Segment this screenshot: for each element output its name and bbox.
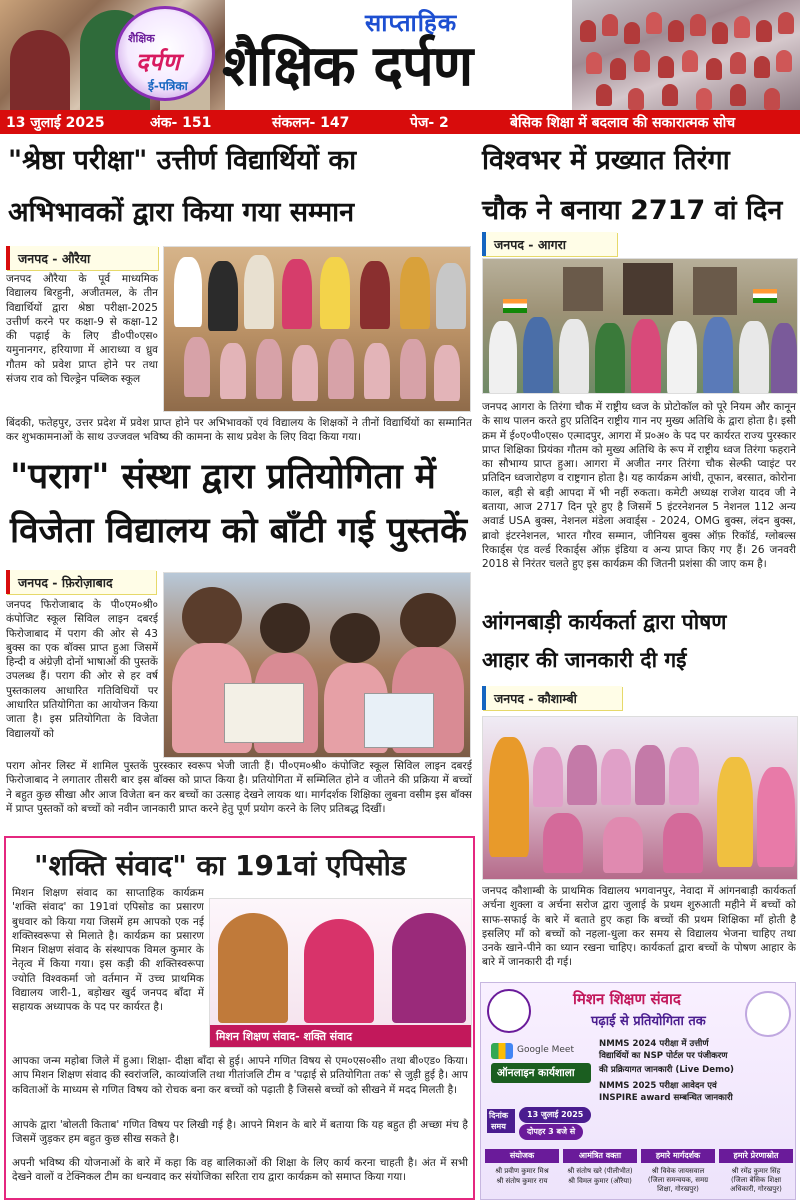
tagline: बेसिक शिक्षा में बदलाव की सकारात्मक सोच [510, 115, 736, 131]
role-guide: हमारे मार्गदर्शक [641, 1149, 715, 1163]
date-value: 13 जुलाई 2025 [519, 1107, 591, 1123]
poster-bullet-5: INSPIRE award सम्बन्धित जानकारी [599, 1093, 733, 1103]
kaushambi-headline-line1: आंगनबाड़ी कार्यकर्ता द्वारा पोषण [482, 610, 727, 634]
parag-body-full: पराग ओनर लिस्ट में शामिल पुस्तकें पुरस्कार स्वरूप भेजी जाती हैं। पी०एम०श्री० कंपोजिट स्कूल सिविल लाइन दबरई फिरोजाबाद ने लगातार तीसरी बार इस बॉक्स को प्राप्त किया है। प्रतियोगिता में सम्मिलित होने व जीतने की प्रक्रिया में बच्चों ने बहुत कुछ सीखा और आज विजेता बन कर बच्चों का उत्साह देखने लायक था। मार्गदर्शक शिक्षिका लुबना वसीम इस बॉक्स में प्राप्त पुस्तकों को बच्चों को नवीन जानकारी प्राप्त करने हेतु पूर्ण प्रयोग करने के लिए प्रतिबद्ध दिखीं। [6, 760, 472, 815]
parag-body-column: जनपद फिरोजाबाद के पी०एम०श्री० कंपोजिट स्कूल सिविल लाइन दबरई फिरोजाबाद में पराग की ओर से 43 बुक्स का एक बॉक्स प्राप्त हुआ जिसमें हिन्दी व अंग्रेज़ी दोनों भाषाओं की पुस्तकें उपलब्ध हैं। पराग की ओर से हर वर्ष पुस्तकालय आधारित गतिविधियों पर आधारित प्रतियोगिता का आयोजन किया जाता है। इस प्रतियोगिता के विजेता विद्यालयों को [6, 599, 158, 740]
page-number: पेज- 2 [410, 115, 449, 131]
role-inspiration: हमारे प्रेरणास्रोत [719, 1149, 793, 1163]
agra-headline-line1: विश्वभर में प्रख्यात तिरंगा [482, 145, 730, 176]
issue-date: 13 जुलाई 2025 [6, 115, 105, 131]
guide-name-2: (जिला समन्वयक, समग्र [647, 1176, 709, 1184]
auraiya-district-tag: जनपद - औरैया [6, 246, 158, 270]
kaushambi-district-tag: जनपद - कौशाम्बी [482, 686, 622, 710]
shakti-paragraph-3: आपके द्वारा 'बोलती किताब' गणित विषय पर लिखी गई है। आपने मिशन के बारे में बताया कि यह बहुत ही अच्छा मंच है जिसमें जुड़कर हम बहुत कुछ सीख सकते है। [12, 1119, 468, 1146]
firozabad-photo [163, 572, 471, 758]
kaushambi-body: जनपद कौशाम्बी के प्राथमिक विद्यालय भगवानपुर, नेवादा में आंगनबाड़ी कार्यकर्ता अर्चना शुक्ला व अर्चना सरोज द्वारा जुलाई के प्रथम शुरुआती महीने में बच्चों को साफ-सफाई के बारे में बताते हुए कहा कि बच्चों की प्रथम शिक्षिका माँ होती है इसलिए माँ को बच्चों को नहला-धुला कर समय से विद्यालय भेजना चाहिए तथा उनके खाने-पीने का ध्यान रखना चाहिए। कार्यकर्ता द्वारा बच्चों के पोषण आहार के बारे में जानकारी दी गई। [482, 885, 796, 969]
guide-name-1: श्री विवेक जायसवाल [651, 1167, 705, 1175]
convenor-name-1: श्री प्रवीण कुमार मिश्र [495, 1167, 549, 1175]
magazine-title: शैक्षिक दर्पण [222, 34, 473, 99]
guide-name-3: शिक्षा, गोरखपुर) [657, 1185, 699, 1193]
shakti-paragraph-4: अपनी भविष्य की योजनाओं के बारे में कहा कि वह बालिकाओं की शिक्षा के लिए कार्य करना चाहती है। अंत में सभी देखने वालों व टेक्निकल टीम का धन्यवाद कर संयोजिका सरिता राय द्वारा कार्यक्रम को समाप्त किया गया। [12, 1157, 468, 1184]
poster-bullet-3: की प्रक्रियागत जानकारी (Live Demo) [599, 1065, 734, 1075]
logo-bottom-text: ई-पत्रिका [148, 79, 188, 93]
auraiya-body-column: जनपद औरैया के पूर्व माध्यमिक विद्यालय बिरहुनी, अजीतमल, के तीन विद्यार्थियों द्वारा श्रेष्ठा परीक्षा-2025 उत्तीर्ण करने पर कक्षा-9 से कक्षा-12 की पढ़ाई के लिए डी०पी०एस० यमुनानगर, हरियाणा में आराध्या व ध्रुव गौतम को प्रवेश प्राप्त होने पर तथा संजय राव को चिल्ड्रेन पब्लिक स्कूल [6, 273, 158, 386]
poster-org-name: मिशन शिक्षण संवाद [573, 990, 681, 1008]
firozabad-district-tag: जनपद - फ़िरोज़ाबाद [6, 570, 156, 594]
auraiya-body-full: बिंदकी, फतेहपुर, उत्तर प्रदेश में प्रवेश प्राप्त होने पर अभिभावकों एवं विद्यालय के शिक्षकों ने तीनों विद्यार्थियों का सम्मानित कर शुभकामनाओं के साथ उज्जवल भविष्य की कामना के साथ प्रवेश के लिए विदा किया गया। [6, 417, 472, 444]
inspiration-name-2: (जिला बेसिक शिक्षा [730, 1176, 782, 1184]
shakti-paragraph-2: आपका जन्म महोबा जिले में हुआ। शिक्षा- दीक्षा बाँदा से हुई। आपने गणित विषय से एम०एस०सी० तथा बी०एड० किया। आप मिशन शिक्षण संवाद की स्वरांजलि, काव्यांजलि तथा गीतांजलि टीम व 'पढ़ाई से प्रतियोगिता तक' से जुड़ी हुई है। आप कविताओं के माध्यम से गणित विषय को रोचक बना कर बच्चों को पढ़ाती है जिससे बच्चों को सीखने में मदद मिलती है। [12, 1055, 468, 1096]
inspiration-name-1: श्री रमेंद्र कुमार सिंह [731, 1167, 781, 1175]
poster-bullet-2: विद्यार्थियों का NSP पोर्टल पर पंजीकरण [599, 1051, 728, 1061]
shakti-samvad-title: "शक्ति संवाद" का 191वां एपिसोड [34, 849, 406, 882]
poster-bullet-4: NMMS 2025 परीक्षा आवेदन एवं [599, 1081, 717, 1091]
kaushambi-headline-line2: आहार की जानकारी दी गई [482, 648, 687, 672]
poster-logo-icon [487, 989, 531, 1033]
masthead [0, 0, 800, 110]
agra-photo [482, 258, 798, 394]
issue-number: अंक- 151 [150, 115, 212, 131]
compilation-number: संकलन- 147 [272, 115, 350, 131]
logo-top-text: शैक्षिक [128, 32, 155, 45]
auraiya-headline-line1: "श्रेष्ठा परीक्षा" उत्तीर्ण विद्यार्थियों का [8, 145, 357, 176]
logo-main-text: दर्पण [136, 48, 180, 76]
shakti-photo-caption: मिशन शिक्षण संवाद- शक्ति संवाद [210, 1025, 471, 1047]
online-workshop-label: ऑनलाइन कार्यशाला [497, 1067, 575, 1079]
time-value: दोपहर 3 बजे से [519, 1124, 583, 1140]
convenor-name-2: श्री संतोष कुमार राय [496, 1177, 548, 1185]
workshop-poster [480, 982, 796, 1200]
role-invited-speaker: आमंत्रित वक्ता [563, 1149, 637, 1163]
masthead-photo-right [572, 0, 800, 110]
poster-subtitle: पढ़ाई से प्रतियोगिता तक [591, 1014, 706, 1029]
auraiya-headline-line2: अभिभावकों द्वारा किया गया सम्मान [8, 197, 355, 228]
agra-district-tag: जनपद - आगरा [482, 232, 617, 256]
kaushambi-photo [482, 716, 798, 880]
agra-body: जनपद आगरा के तिरंगा चौक में राष्ट्रीय ध्वज के प्रोटोकॉल को पूरे नियम और कानून के साथ पालन करते हुए प्रतिदिन राष्ट्रीय गान नए मुख्य अतिथि के द्वारा होता है। इसी क्रम में ई०ए०पी०एस० एत्मादपुर, आगरा में प्र०अ० के पद पर कार्यरत राज्य पुरस्कार प्राप्त शिक्षिका प्रियंका गौतम को मुख्य अतिथि के रूप में राष्ट्रीय ध्वज तिरंगा फहराने का सौभाग्य प्राप्त हुआ। आगरा में अजीत नगर तिरंगा चौक सेल्फी प्वाइंट पर प्रतिदिन ध्वजारोहण व राष्ट्रगान होता है। यह कार्यक्रम आंधी, तूफान, बरसात, कोरोना काल, बड़ी से बड़ी आपदा में भी नहीं रुकता। कमेटी अध्यक्ष राजेश यादव जी ने बताया, आज 2717 दिन पूरे हुए है जिसमें 5 इंटरनेशनल 5 नेशनल 112 अन्य अवार्ड USA बुक्स, नेशनल मंडेला अवार्ड्स - 2024, OMG बुक्स, लंदन बुक्स, ब्रावो इंटरनेशनल, भारत गौरव सम्मान, जीनियस बुक्स ऑफ़ रिकॉर्ड, ग्लोबल्स रिकार्ड्स एंड वर्ल्ड रिकार्ड्स ऑफ़ इंडिया व अन्य प्राप्त किए गए हैं। 26 जनवरी 2018 से निरंतर चलते हुए इस कार्यक्रम की जितनी प्रशंसा की जाए कम है। [482, 401, 796, 571]
auraiya-photo [163, 246, 471, 412]
time-label: समय [491, 1122, 506, 1131]
google-meet-label: Google Meet [517, 1045, 574, 1055]
speaker-name-1: श्री संतोष खरे (पीलीभीत) [567, 1167, 633, 1175]
clipboard-icon [745, 991, 791, 1037]
shakti-samvad-box [4, 836, 475, 1200]
shakti-body-column: मिशन शिक्षण संवाद का साप्ताहिक कार्यक्रम 'शक्ति संवाद' का 191वां एपिसोड का प्रसारण बुधवार को किया गया जिसमें हम आपको एक नई शक्तिस्वरूपा से मिलाते है। कार्यक्रम का प्रसारण मिशन शिक्षण संवाद के संस्थापक विमल कुमार के नेतृत्व में किया गया। इस कड़ी की शक्तिस्वरूपा ज्योति विश्वकर्मा जो वर्तमान में उच्च प्राथमिक विद्यालय जारी-1, बड़ोखर खुर्द जनपद बाँदा में सहायक अध्यापक के पद पर कार्यरत है। [12, 887, 204, 1014]
inspiration-name-3: अधिकारी, गोरखपुर) [730, 1185, 782, 1193]
info-bar [0, 110, 800, 134]
weekly-label: साप्ताहिक [365, 9, 458, 37]
role-convenor: संयोजक [485, 1149, 559, 1163]
magazine-logo [115, 6, 215, 101]
agra-headline-line2: चौक ने बनाया 2717 वां दिन [482, 195, 783, 226]
speaker-name-2: श्री विमल कुमार (औरैया) [568, 1177, 632, 1185]
poster-bullet-1: NMMS 2024 परीक्षा में उत्तीर्ण [599, 1039, 709, 1049]
parag-headline-line1: "पराग" संस्था द्वारा प्रतियोगिता में [10, 457, 436, 497]
parag-headline-line2: विजेता विद्यालय को बाँटी गई पुस्तकें [10, 511, 468, 551]
shakti-episode-photo [209, 898, 472, 1048]
google-meet-icon [491, 1043, 513, 1059]
date-label: दिनांक [489, 1111, 508, 1120]
